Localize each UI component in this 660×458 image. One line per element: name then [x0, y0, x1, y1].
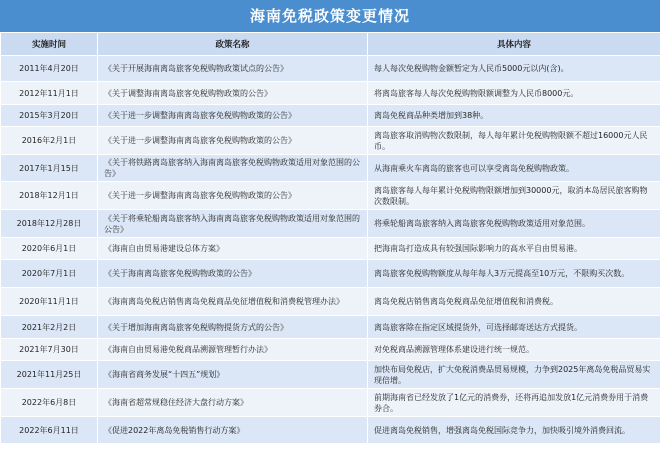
- cell-date: 2020年6月1日: [1, 238, 98, 260]
- cell-date: 2021年2月2日: [1, 316, 98, 339]
- cell-content: 从海南乘火车离岛的旅客也可以享受离岛免税购物政策。: [368, 155, 660, 182]
- page-title: 海南免税政策变更情况: [0, 0, 660, 32]
- cell-policy-name: 《关于将铁路离岛旅客纳入海南离岛旅客免税购物政策适用对象范围的公告》: [98, 155, 368, 182]
- cell-content: 将乘轮船离岛旅客纳入离岛旅客免税购物政策适用对象范围。: [368, 210, 660, 238]
- cell-content: 对免税商品溯源管理体系建设进行统一规范。: [368, 339, 660, 361]
- cell-date: 2021年11月25日: [1, 361, 98, 389]
- cell-date: 2020年11月1日: [1, 288, 98, 316]
- cell-date: 2011年4月20日: [1, 56, 98, 82]
- cell-policy-name: 《海南省商务发展“十四五”规划》: [98, 361, 368, 389]
- cell-content: 离岛旅客免税购物额度从每年每人3万元提高至10万元，不限购买次数。: [368, 260, 660, 288]
- cell-date: 2022年6月11日: [1, 417, 98, 444]
- cell-date: 2018年12月1日: [1, 182, 98, 210]
- cell-policy-name: 《关于进一步调整海南离岛旅客免税购物政策的公告》: [98, 182, 368, 210]
- cell-date: 2012年11月1日: [1, 82, 98, 105]
- header-date: 实施时间: [1, 33, 98, 56]
- table-row: [1, 238, 660, 260]
- cell-policy-name: 《关于将乘轮船离岛旅客纳入海南离岛旅客免税购物政策适用对象范围的公告》: [98, 210, 368, 238]
- table-row: [1, 105, 660, 127]
- cell-content: 离岛旅客除在指定区域提货外，可选择邮寄送达方式提货。: [368, 316, 660, 339]
- table-row: [1, 417, 660, 444]
- cell-date: 2020年7月1日: [1, 260, 98, 288]
- cell-date: 2018年12月28日: [1, 210, 98, 238]
- cell-policy-name: 《海南自由贸易港免税商品溯源管理暂行办法》: [98, 339, 368, 361]
- cell-policy-name: 《促进2022年离岛免税销售行动方案》: [98, 417, 368, 444]
- cell-content: 离岛旅客取消购物次数限制，每人每年累计免税购物限额不超过16000元人民币。: [368, 127, 660, 155]
- table-row: [1, 260, 660, 288]
- cell-date: 2016年2月1日: [1, 127, 98, 155]
- cell-policy-name: 《海南省超常规稳住经济大盘行动方案》: [98, 389, 368, 417]
- policy-table: [0, 32, 660, 444]
- header-policy-name: 政策名称: [98, 33, 368, 56]
- cell-content: 前期海南省已经发放了1亿元的消费券，还将再追加发放1亿元消费券用于消费券合。: [368, 389, 660, 417]
- cell-content: 将离岛旅客每人每次免税购物限额调整为人民币8000元。: [368, 82, 660, 105]
- cell-date: 2017年1月15日: [1, 155, 98, 182]
- table-row: [1, 56, 660, 82]
- cell-policy-name: 《海南自由贸易港建设总体方案》: [98, 238, 368, 260]
- cell-policy-name: 《关于开展海南离岛旅客免税购物政策试点的公告》: [98, 56, 368, 82]
- cell-date: 2022年6月8日: [1, 389, 98, 417]
- header-content: 具体内容: [368, 33, 660, 56]
- table-row: [1, 155, 660, 182]
- table-row: [1, 127, 660, 155]
- cell-policy-name: 《关于进一步调整海南离岛旅客免税购物政策的公告》: [98, 127, 368, 155]
- table-header-row: [1, 33, 660, 56]
- cell-policy-name: 《关于进一步调整海南离岛旅客免税购物政策的公告》: [98, 105, 368, 127]
- table-row: [1, 361, 660, 389]
- cell-content: 促进离岛免税销售，增强离岛免税国际竞争力，加快吸引境外消费回流。: [368, 417, 660, 444]
- cell-date: 2021年7月30日: [1, 339, 98, 361]
- cell-policy-name: 《海南离岛免税店销售离岛免税商品免征增值税和消费税管理办法》: [98, 288, 368, 316]
- table-row: [1, 316, 660, 339]
- cell-content: 加快布局免税店，扩大免税消费品贸易规模，力争到2025年离岛免税品贸易实现倍增。: [368, 361, 660, 389]
- table-row: [1, 82, 660, 105]
- cell-content: 把海南岛打造成具有较强国际影响力的高水平自由贸易港。: [368, 238, 660, 260]
- table-row: [1, 389, 660, 417]
- table-row: [1, 210, 660, 238]
- cell-date: 2015年3月20日: [1, 105, 98, 127]
- cell-policy-name: 《关于海南离岛旅客免税购物政策的公告》: [98, 260, 368, 288]
- table-row: [1, 288, 660, 316]
- table-row: [1, 339, 660, 361]
- cell-content: 离岛旅客每人每年累计免税购物限额增加到30000元，取消本岛居民旅客购物次数限制。: [368, 182, 660, 210]
- cell-content: 离岛免税商品种类增加到38种。: [368, 105, 660, 127]
- cell-content: 每人每次免税购物金额暂定为人民币5000元以内(含)。: [368, 56, 660, 82]
- cell-policy-name: 《关于增加海南离岛旅客免税购物提货方式的公告》: [98, 316, 368, 339]
- cell-policy-name: 《关于调整海南离岛旅客免税购物政策的公告》: [98, 82, 368, 105]
- table-row: [1, 182, 660, 210]
- cell-content: 离岛免税店销售离岛免税商品免征增值税和消费税。: [368, 288, 660, 316]
